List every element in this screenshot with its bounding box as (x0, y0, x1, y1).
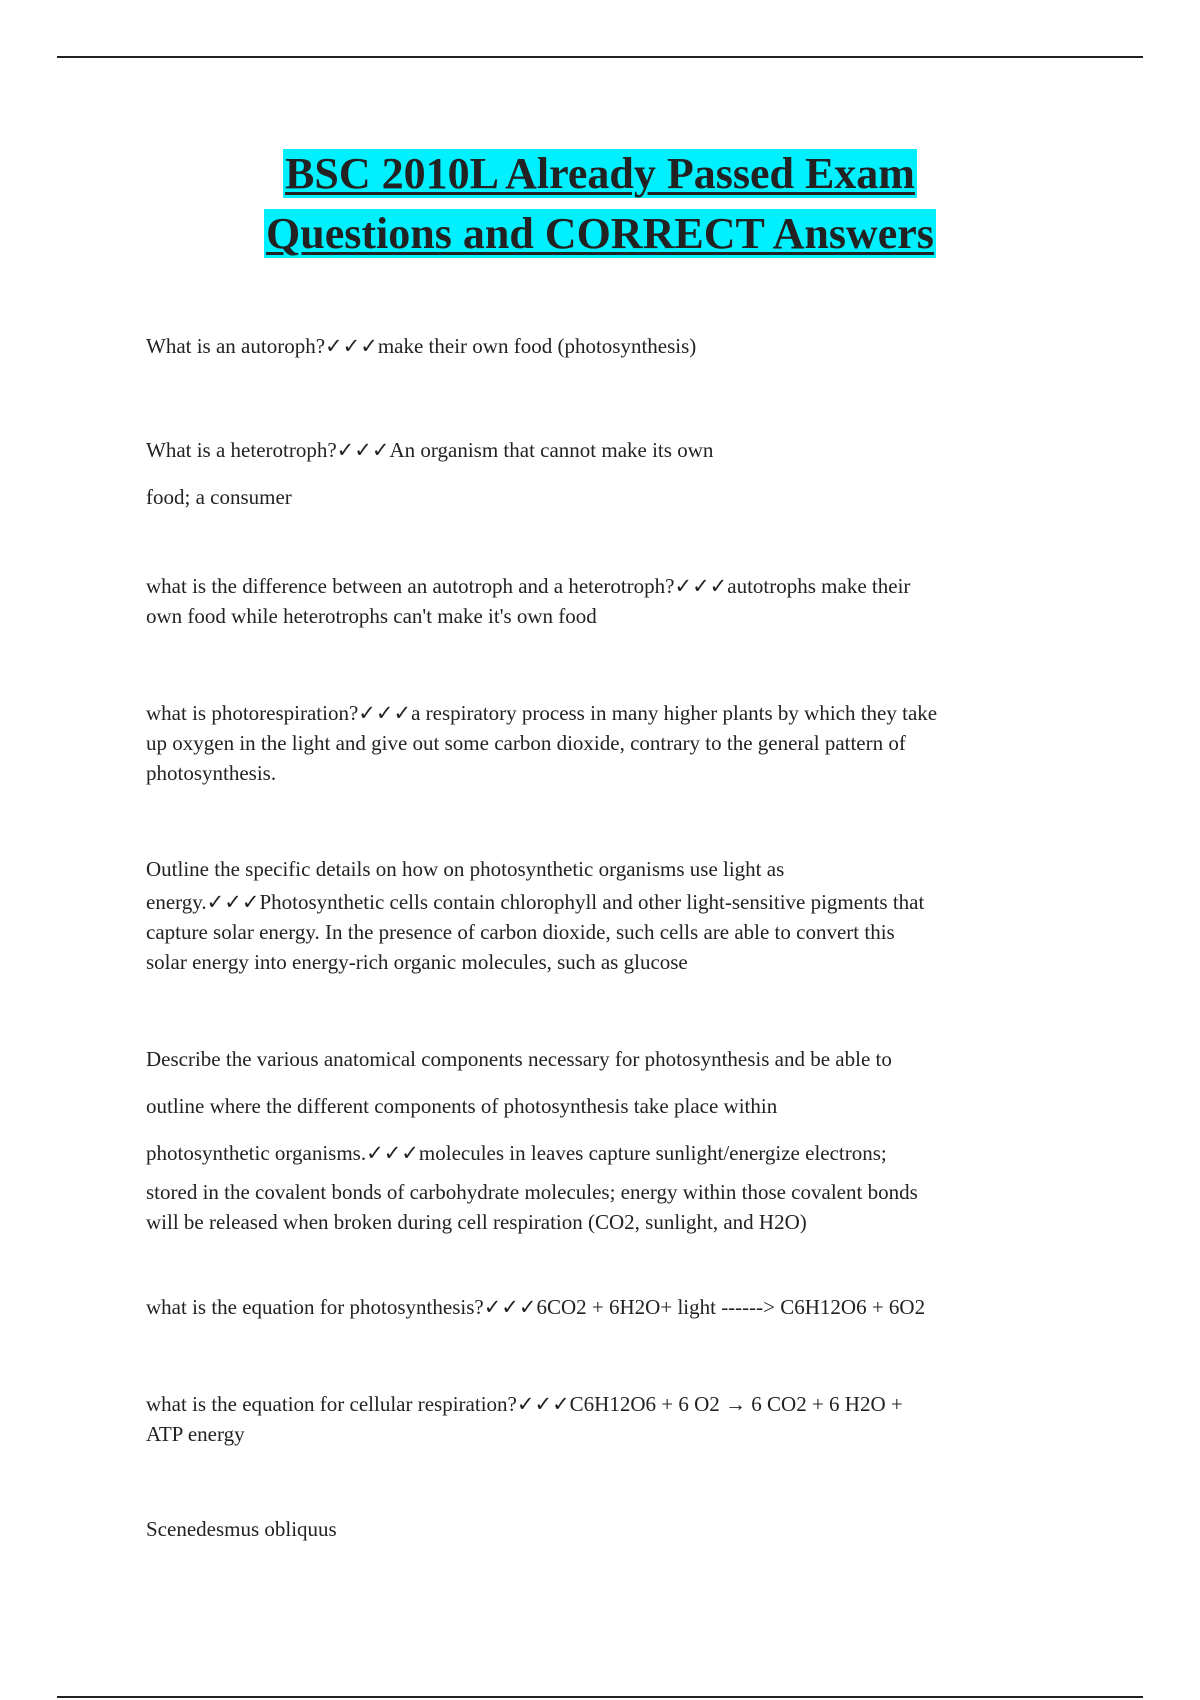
answer-text: own food while heterotrophs can't make it's own food (146, 604, 597, 628)
answer-text: C6H12O6 + 6 O2 → 6 CO2 + 6 H2O + (569, 1392, 903, 1416)
check-mark: ✓✓✓ (366, 1141, 419, 1165)
answer-text: Photosynthetic cells contain chlorophyll and other light-sensitive pigments that (259, 890, 925, 914)
question-text: Outline the specific details on how on photosynthetic organisms use light as (146, 857, 785, 881)
qa-line (146, 1389, 1066, 1419)
question-text: what is the equation for cellular respiration? (146, 1392, 517, 1416)
qa-item-respiration-equation (146, 1389, 1066, 1449)
check-mark: ✓✓✓ (206, 890, 260, 914)
question-text: Describe the various anatomical components necessary for photosynthesis and be able to (146, 1047, 892, 1071)
question-text: What is an autoroph? (146, 334, 326, 358)
answer-text: autotrophs make their (727, 574, 911, 598)
top-rule (57, 56, 1143, 58)
answer-text: molecules in leaves capture sunlight/energize electrons; (418, 1141, 887, 1165)
answer-text: 6CO2 + 6H2O+ light ------> C6H12O6 + 6O2 (536, 1295, 926, 1319)
answer-text: An organism that cannot make its own (389, 438, 714, 462)
qa-item-scenedesmus (146, 1514, 1066, 1544)
check-mark: ✓✓✓ (483, 1295, 537, 1319)
answer-text: will be released when broken during cell respiration (CO2, sunlight, and H2O) (146, 1210, 807, 1234)
answer-text: stored in the covalent bonds of carbohydrate molecules; energy within those covalent bonds (146, 1180, 918, 1204)
qa-item-autotroph (146, 331, 1066, 361)
answer-text: capture solar energy. In the presence of carbon dioxide, such cells are able to convert this (146, 920, 895, 944)
question-text: what is the difference between an autotroph and a heterotroph? (146, 574, 675, 598)
check-mark: ✓✓✓ (516, 1392, 570, 1416)
qa-line (146, 571, 1066, 601)
qa-item-light-energy (146, 851, 1066, 977)
answer-text: solar energy into energy-rich organic molecules, such as glucose (146, 950, 688, 974)
question-text: what is the equation for photosynthesis? (146, 1295, 484, 1319)
answer-text: make their own food (photosynthesis) (377, 334, 697, 358)
answer-text: photosynthesis. (146, 761, 277, 785)
document-title (0, 144, 1200, 264)
question-text: photosynthetic organisms. (146, 1141, 367, 1165)
question-text: What is a heterotroph? (146, 438, 337, 462)
check-mark: ✓✓✓ (674, 574, 728, 598)
question-text: energy. (146, 890, 207, 914)
qa-item-photorespiration (146, 698, 1066, 788)
answer-text: ATP energy (146, 1422, 245, 1446)
qa-line (146, 1292, 1066, 1322)
question-text: Scenedesmus obliquus (146, 1517, 337, 1541)
qa-item-photosynthesis-equation (146, 1292, 1066, 1322)
qa-item-difference (146, 571, 1066, 631)
bottom-rule (57, 1696, 1143, 1698)
check-mark: ✓✓✓ (336, 438, 390, 462)
qa-line (146, 427, 1066, 474)
qa-item-anatomical-components (146, 1036, 1066, 1237)
qa-line (146, 698, 1066, 728)
question-text: outline where the different components of photosynthesis take place within (146, 1094, 778, 1118)
check-mark: ✓✓✓ (325, 334, 378, 358)
qa-line (146, 331, 1066, 361)
qa-line (146, 887, 1066, 917)
title-line-2: Questions and CORRECT Answers (266, 209, 934, 258)
question-text: what is photorespiration? (146, 701, 359, 725)
check-mark: ✓✓✓ (358, 701, 412, 725)
answer-text: a respiratory process in many higher plants by which they take (411, 701, 938, 725)
qa-line (146, 1130, 1066, 1177)
answer-text: up oxygen in the light and give out some carbon dioxide, contrary to the general pattern of (146, 731, 906, 755)
qa-item-heterotroph (146, 427, 1066, 521)
answer-text: food; a consumer (146, 485, 292, 509)
title-line-1: BSC 2010L Already Passed Exam (285, 149, 915, 198)
